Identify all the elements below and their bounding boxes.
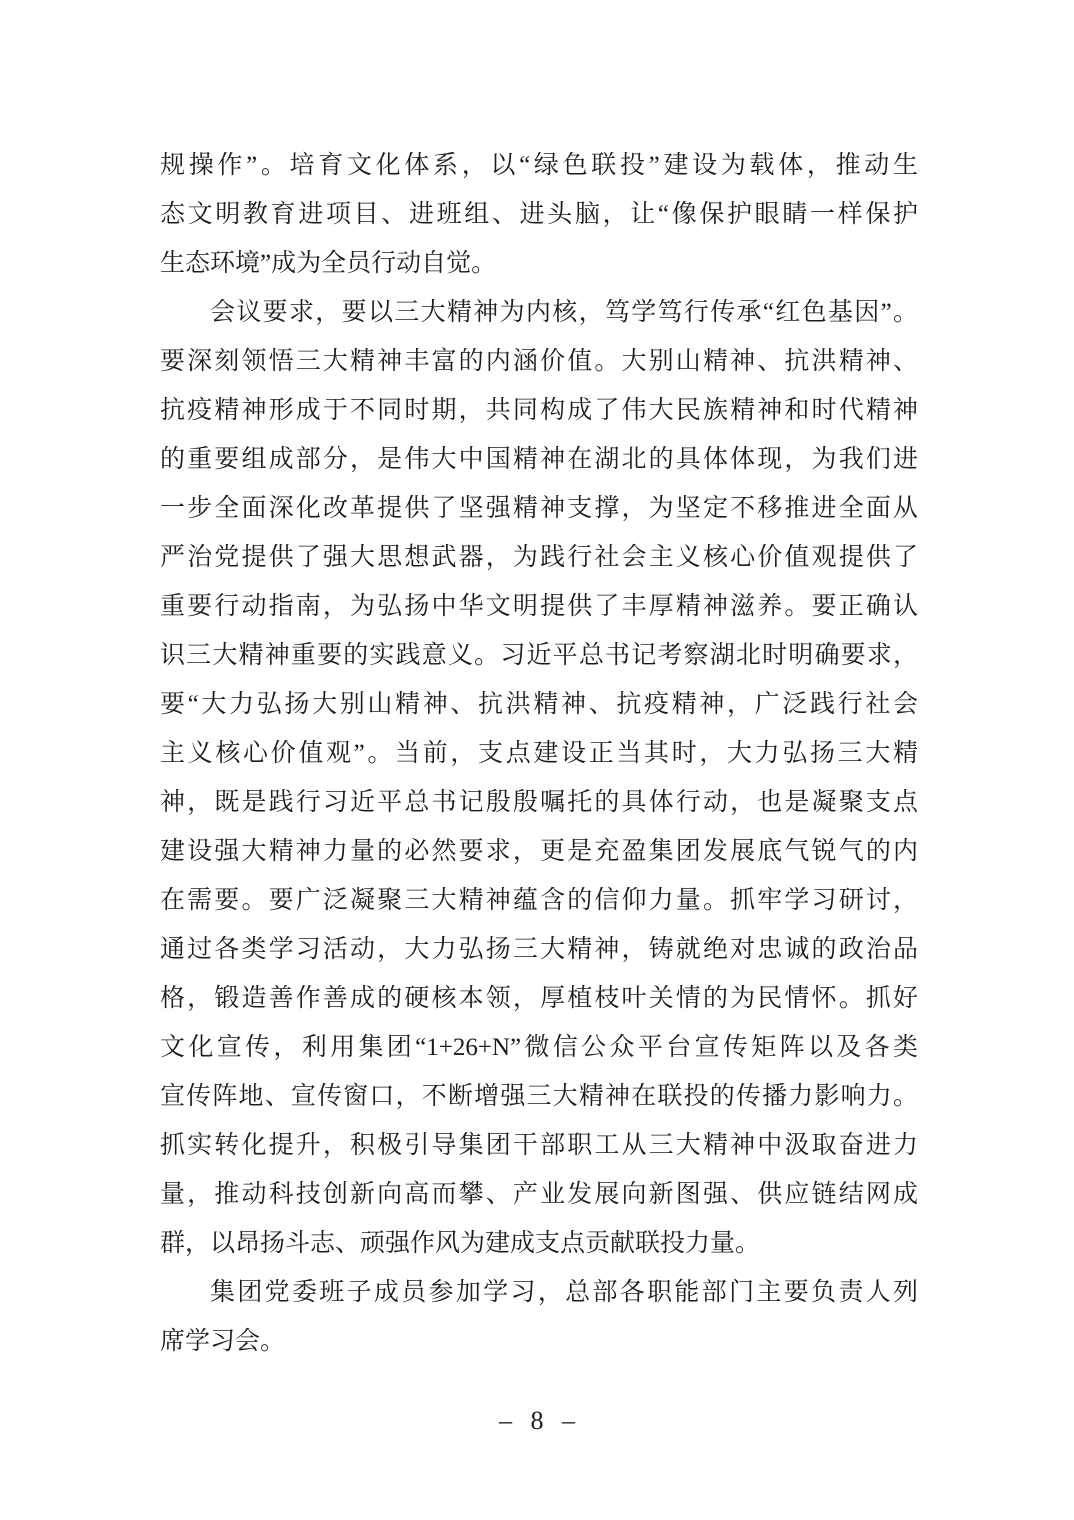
text-line: 宣传阵地、宣传窗口，不断增强三大精神在联投的传播力影响力。 — [160, 1083, 918, 1110]
text-line: 席学习会。 — [160, 1328, 286, 1355]
text-line: 主义核心价值观”。当前，支点建设正当其时，大力弘扬三大精 — [160, 740, 918, 767]
text-line: 群，以昂扬斗志、顽强作风为建成支点贡献联投力量。 — [160, 1230, 761, 1257]
document-body — [160, 141, 918, 1366]
text-line: 识三大精神重要的实践意义。习近平总书记考察湖北时明确要求， — [160, 642, 918, 669]
text-line: 抗疫精神形成于不同时期，共同构成了伟大民族精神和时代精神 — [160, 397, 918, 424]
text-line: 规操作”。培育文化体系，以“绿色联投”建设为载体，推动生 — [160, 152, 918, 179]
text-line: 严治党提供了强大思想武器，为践行社会主义核心价值观提供了 — [160, 544, 918, 571]
page-number: – 8 – — [499, 1406, 575, 1435]
text-line: 的重要组成部分，是伟大中国精神在湖北的具体体现，为我们进 — [160, 446, 918, 473]
text-line: 态文明教育进项目、进班组、进头脑，让“像保护眼睛一样保护 — [160, 201, 918, 228]
text-line: 建设强大精神力量的必然要求，更是充盈集团发展底气锐气的内 — [160, 838, 918, 865]
text-line: 要深刻领悟三大精神丰富的内涵价值。大别山精神、抗洪精神、 — [160, 348, 918, 375]
text-line: 通过各类学习活动，大力弘扬三大精神，铸就绝对忠诚的政治品 — [160, 936, 918, 963]
text-line: 格，锻造善作善成的硬核本领，厚植枝叶关情的为民情怀。抓好 — [160, 985, 918, 1012]
text-line: 一步全面深化改革提供了坚强精神支撑，为坚定不移推进全面从 — [160, 495, 918, 522]
text-line: 在需要。要广泛凝聚三大精神蕴含的信仰力量。抓牢学习研讨， — [160, 887, 918, 914]
text-line: 神，既是践行习近平总书记殷殷嘱托的具体行动，也是凝聚支点 — [160, 789, 918, 816]
text-line: 量，推动科技创新向高而攀、产业发展向新图强、供应链结网成 — [160, 1181, 918, 1208]
text-line: 抓实转化提升，积极引导集团干部职工从三大精神中汲取奋进力 — [160, 1132, 918, 1159]
text-line: 重要行动指南，为弘扬中华文明提供了丰厚精神滋养。要正确认 — [160, 593, 918, 620]
text-line: 文化宣传，利用集团“1+26+N”微信公众平台宣传矩阵以及各类 — [160, 1034, 918, 1061]
text-line: 生态环境”成为全员行动自觉。 — [160, 250, 497, 277]
text-line: 要“大力弘扬大别山精神、抗洪精神、抗疫精神，广泛践行社会 — [160, 691, 918, 718]
text-line: 会议要求，要以三大精神为内核，笃学笃行传承“红色基因”。 — [210, 299, 918, 326]
text-line: 集团党委班子成员参加学习，总部各职能部门主要负责人列 — [210, 1279, 918, 1306]
